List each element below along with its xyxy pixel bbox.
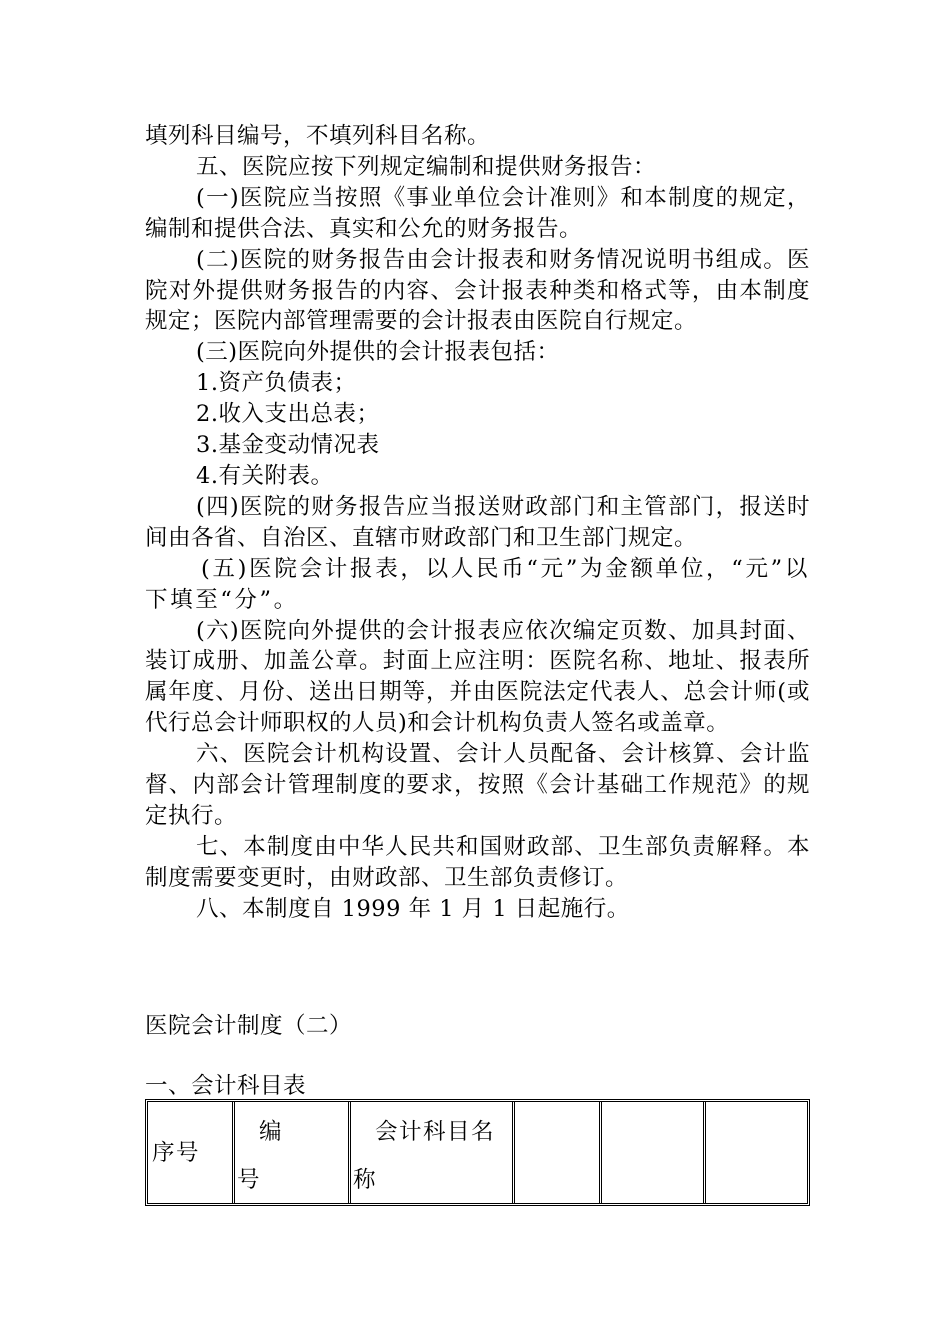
paragraph-subitem-5: (五)医院会计报表，以人民币“元”为金额单位，“元”以下填至“分”。 (145, 555, 810, 613)
header-seq-label: 序号 (152, 1140, 201, 1166)
header-cell-5 (601, 1102, 705, 1204)
paragraph-item-8: 八、本制度自 1999 年 1 月 1 日起施行。 (196, 895, 630, 922)
list-item-fund-changes: 3.基金变动情况表 (196, 432, 380, 459)
header-cell-code (234, 1102, 350, 1204)
table-header-row (148, 1102, 807, 1204)
paragraph-item-6: 六、医院会计机构设置、会计人员配备、会计核算、会计监督、内部会计管理制度的要求，按照《会计基础工作规范》的规定执行。 (145, 741, 810, 829)
header-cell-name (350, 1102, 514, 1204)
header-cell-seq (148, 1102, 234, 1204)
section-title: 医院会计制度（二） (145, 1013, 353, 1039)
account-table (145, 1099, 810, 1206)
paragraph-subitem-2: (二)医院的财务报告由会计报表和财务情况说明书组成。医院对外提供财务报告的内容、会计报表种类和格式等，由本制度规定；医院内部管理需要的会计报表由医院自行规定。 (145, 246, 810, 335)
header-name-line2: 称 (353, 1167, 378, 1193)
subsection-title: 一、会计科目表 (145, 1073, 307, 1099)
header-code-line1: 编 (259, 1119, 284, 1145)
paragraph-subitem-3: (三)医院向外提供的会计报表包括： (196, 339, 560, 366)
header-name-line1: 会计科目名 (375, 1119, 496, 1145)
paragraph-subitem-6: (六)医院向外提供的会计报表应依次编定页数、加具封面、装订成册、加盖公章。封面上应注明：医院名称、地址、报表所属年度、月份、送出日期等，并由医院法定代表人、总会计师(或代行总会计师职权的人员)和会计机构负责人签名或盖章。 (145, 617, 810, 737)
header-cell-4 (514, 1102, 601, 1204)
list-item-balance-sheet: 1.资产负债表； (196, 370, 357, 397)
account-table-grid (148, 1102, 807, 1204)
paragraph-item-5: 五、医院应按下列规定编制和提供财务报告： (196, 153, 657, 180)
paragraph-subitem-1: (一)医院应当按照《事业单位会计准则》和本制度的规定，编制和提供合法、真实和公允的财务报告。 (145, 184, 810, 242)
header-cell-6 (705, 1102, 808, 1204)
list-item-income-statement: 2.收入支出总表； (196, 401, 380, 428)
paragraph-item-7: 七、本制度由中华人民共和国财政部、卫生部负责解释。本制度需要变更时，由财政部、卫生部负责修订。 (145, 833, 810, 891)
list-item-schedules: 4.有关附表。 (196, 462, 334, 489)
body-text (145, 121, 810, 925)
paragraph-subitem-4: (四)医院的财务报告应当报送财政部门和主管部门，报送时间由各省、自治区、直辖市财政部门和卫生部门规定。 (145, 493, 810, 551)
header-code-line2: 号 (237, 1167, 262, 1193)
paragraph-continuation: 填列科目编号，不填列科目名称。 (145, 123, 491, 149)
